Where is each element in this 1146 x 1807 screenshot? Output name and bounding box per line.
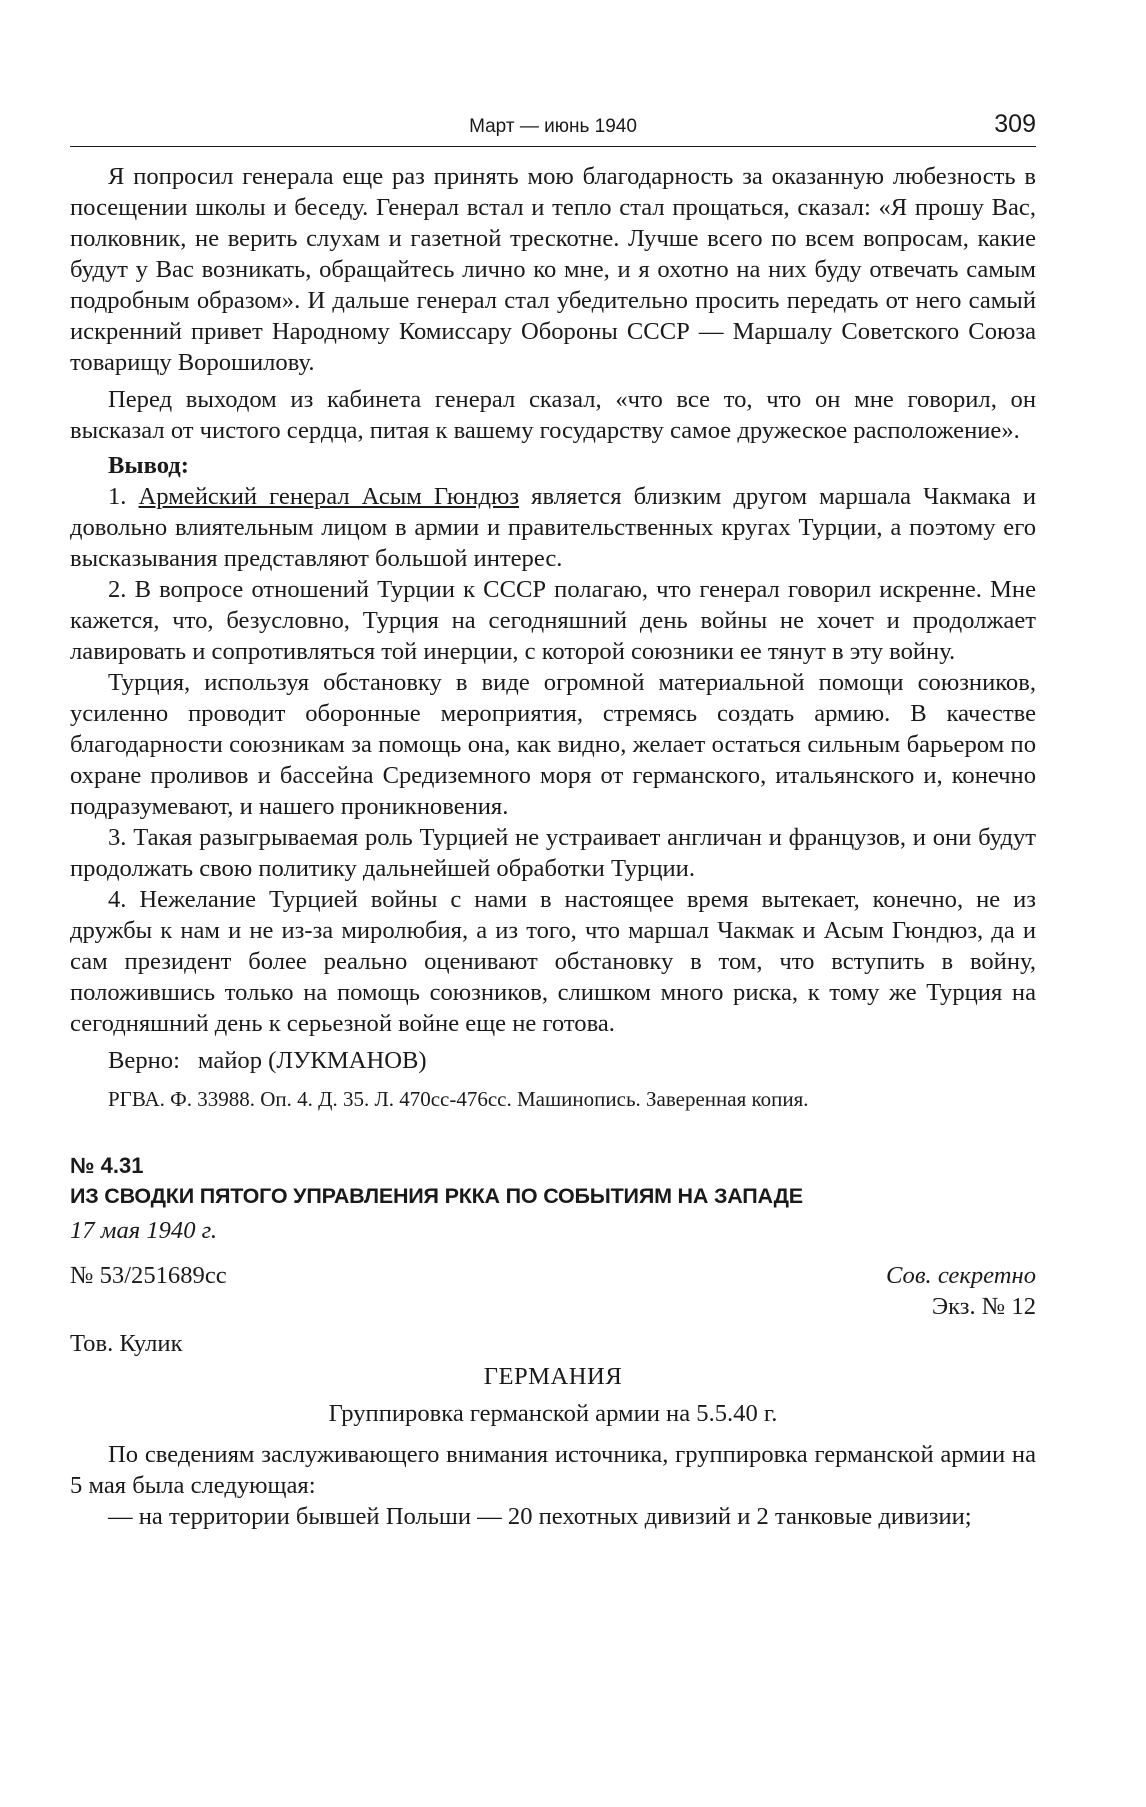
conclusion-item-1 xyxy=(70,481,1036,574)
page-body xyxy=(70,161,1036,1532)
signature-name: майор (ЛУКМАНОВ) xyxy=(197,1047,427,1074)
signature-label: Верно: xyxy=(108,1047,180,1074)
section-heading: ГЕРМАНИЯ xyxy=(483,1363,623,1390)
document-title: ИЗ СВОДКИ ПЯТОГО УПРАВЛЕНИЯ РККА ПО СОБЫТИЯМ НА ЗАПАДЕ xyxy=(70,1184,803,1208)
classification: Сов. секретно xyxy=(885,1262,1036,1289)
document-page xyxy=(70,110,1036,1532)
page-number: 309 xyxy=(994,110,1036,138)
document-date: 17 мая 1940 г. xyxy=(70,1217,218,1244)
paragraph-farewell: Я попросил генерала еще раз принять мою благодарность за оказанную любезность в посещении школы и беседу. Генерал встал и тепло стал прощаться, сказал: «Я прошу Вас, полковник, не верить слухам и газетной трескотне. Лучше всего по всем вопросам, какие будут у Вас возникать, обращайтесь лично ко мне, и я охотно на них буду отвечать самым подробным образом». И дальше генерал стал убедительно просить передать от него самый искренний привет Народному Комиссару Обороны СССР — Маршалу Советского Союза товарищу Ворошилову. xyxy=(70,163,1036,376)
classification-block xyxy=(886,1260,1036,1322)
report-paragraph-1: По сведениям заслуживающего внимания источника, группировка германской армии на 5 мая была следующая: xyxy=(70,1441,1036,1499)
conclusion-item-2-continued: Турция, используя обстановку в виде огромной материальной помощи союзников, усиленно проводит оборонные мероприятия, стремясь создать армию. В качестве благодарности союзникам за помощь она, как видно, желает остаться сильным барьером по охране проливов и бассейна Средиземного моря от германского, итальянского и, конечно подразумевают, и нашего проникновения. xyxy=(70,669,1036,820)
conclusion-heading: Вывод: xyxy=(108,452,189,479)
item-text: является близким другом маршала Чакмака и довольно влиятельным лицом в армии и правительственных кругах Турции, а поэтому его высказывания представляют большой интерес. xyxy=(70,483,1037,572)
addressee: Тов. Кулик xyxy=(70,1330,183,1357)
document-number: № 4.31 xyxy=(70,1153,144,1178)
conclusion-item-3: 3. Такая разыгрываемая роль Турцией не устраивает англичан и французов, и они будут продолжать свою политику дальнейшей обработки Турции. xyxy=(70,824,1036,882)
item-number: 1. xyxy=(108,483,127,510)
signature-line xyxy=(70,1045,1036,1076)
copy-number: Экз. № 12 xyxy=(931,1293,1036,1320)
registration-number: № 53/251689сс xyxy=(70,1262,227,1289)
archive-source: РГВА. Ф. 33988. Оп. 4. Д. 35. Л. 470сс-476сс. Машинопись. Заверенная копия. xyxy=(108,1087,809,1111)
underlined-general-name: Армейский генерал Асым Гюндюз xyxy=(138,483,520,510)
page-header xyxy=(70,110,1036,147)
subsection-heading: Группировка германской армии на 5.5.40 г. xyxy=(328,1400,778,1427)
registration-row xyxy=(70,1260,1036,1322)
conclusion-item-2: 2. В вопросе отношений Турции к СССР полагаю, что генерал говорил искренне. Мне кажется, что, безусловно, Турция на сегодняшний день войны не хочет и продолжает лавировать и сопротивляться той инерции, с которой союзники ее тянут в эту войну. xyxy=(70,576,1036,665)
paragraph-departure: Перед выходом из кабинета генерал сказал, «что все то, что он мне говорил, он высказал от чистого сердца, питая к вашему государству самое дружеское расположение». xyxy=(70,386,1036,444)
conclusion-item-4: 4. Нежелание Турцией войны с нами в настоящее время вытекает, конечно, не из дружбы к нам и не из-за миролюбия, а из того, что маршал Чакмак и Асым Гюндюз, да и сам президент более реально оценивают обстановку в том, что вступить в войну, положившись только на помощь союзников, слишком много риска, к тому же Турция на сегодняшний день к серьезной войне еще не готова. xyxy=(70,886,1036,1037)
running-title: Март — июнь 1940 xyxy=(469,116,637,137)
report-paragraph-2: — на территории бывшей Польши — 20 пехотных дивизий и 2 танковые дивизии; xyxy=(108,1503,972,1530)
